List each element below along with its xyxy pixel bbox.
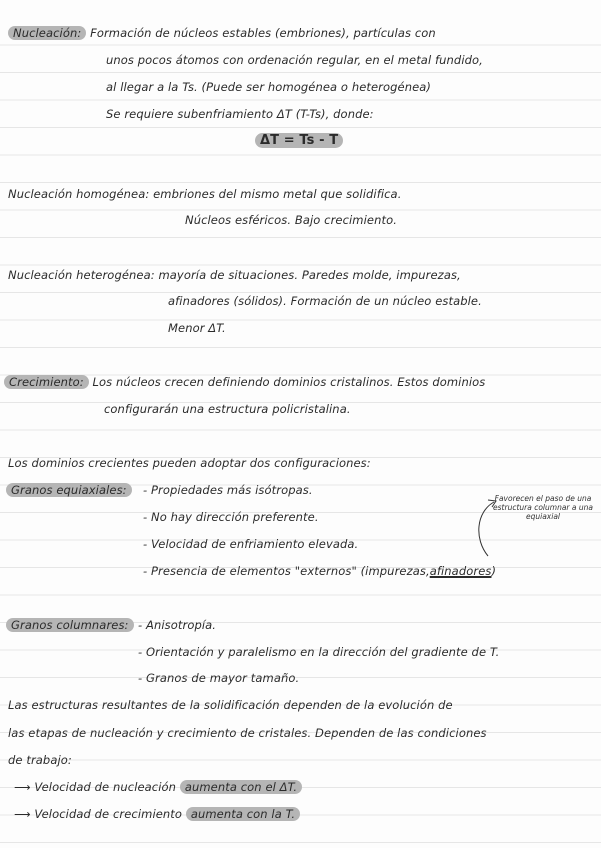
equiaxiales-item-3: - Velocidad de enfriamiento elevada. — [143, 537, 359, 551]
nucleacion-text-1: Formación de núcleos estables (embriones), partículas con — [90, 26, 436, 40]
columnares-label: Granos columnares: — [6, 618, 134, 632]
equiaxiales-item-1: - Propiedades más isótropas. — [143, 483, 313, 497]
columnares-item-3: - Granos de mayor tamaño. — [138, 671, 300, 685]
homogenea-text-1: embriones del mismo metal que solidifica. — [153, 187, 402, 201]
heterogenea-text-3: Menor ΔT. — [168, 321, 226, 335]
heterogenea-text-2: afinadores (sólidos). Formación de un núcleo estable. — [168, 294, 482, 308]
homogenea-text-2: Núcleos esféricos. Bajo crecimiento. — [185, 213, 397, 227]
velocidad-nucleacion-line — [14, 779, 302, 795]
conclusion-line-1: Las estructuras resultantes de la solidificación dependen de la evolución de — [8, 698, 453, 712]
equiaxiales-note: Favorecen el paso de una estructura columnar a una equiaxial — [493, 494, 593, 521]
heterogenea-text-1: mayoría de situaciones. Paredes molde, impurezas, — [158, 268, 461, 282]
nucleacion-line-1 — [8, 25, 436, 41]
afinadores-underlined: afinadores — [429, 564, 492, 578]
equiaxiales-item-4: - Presencia de elementos "externos" (impurezas, — [143, 564, 430, 578]
nucleacion-label: Nucleación: — [8, 26, 86, 40]
equiaxiales-item-4-line — [143, 563, 496, 579]
columnares-item-1: - Anisotropía. — [138, 618, 217, 632]
equiaxiales-item-4-close: ) — [491, 564, 497, 578]
heterogenea-label: Nucleación heterogénea: — [8, 268, 155, 282]
formula: ΔT = Ts - T — [255, 133, 343, 148]
crecimiento-text-1: Los núcleos crecen definiendo dominios cristalinos. Estos dominios — [92, 375, 486, 389]
note-arrow-icon — [466, 494, 506, 564]
crecimiento-line-1 — [4, 374, 485, 390]
velocidad-crecimiento-line — [14, 806, 300, 822]
heterogenea-line-1 — [8, 267, 461, 283]
crecimiento-text-2: configurarán una estructura policristalina. — [104, 402, 351, 416]
crecimiento-label: Crecimiento: — [4, 375, 89, 389]
velocidad-nucleacion-text: ⟶ Velocidad de nucleación — [14, 780, 177, 794]
equiaxiales-item-2: - No hay dirección preferente. — [143, 510, 319, 524]
conclusion-line-2: las etapas de nucleación y crecimiento de cristales. Dependen de las condiciones — [8, 726, 487, 740]
homogenea-line-1 — [8, 186, 401, 202]
equiaxiales-label-line — [6, 482, 132, 498]
conclusion-line-3: de trabajo: — [8, 753, 72, 767]
dominios-intro: Los dominios crecientes pueden adoptar dos configuraciones: — [8, 456, 371, 470]
columnares-item-2: - Orientación y paralelismo en la dirección del gradiente de T. — [138, 645, 500, 659]
formula-line — [255, 132, 343, 149]
velocidad-crecimiento-highlight: aumenta con la T. — [186, 807, 300, 821]
columnares-label-line — [6, 617, 134, 633]
nucleacion-text-2: unos pocos átomos con ordenación regular, en el metal fundido, — [106, 53, 483, 67]
homogenea-label: Nucleación homogénea: — [8, 187, 150, 201]
nucleacion-text-3: al llegar a la Ts. (Puede ser homogénea o heterogénea) — [106, 80, 432, 94]
equiaxiales-label: Granos equiaxiales: — [6, 483, 132, 497]
velocidad-nucleacion-highlight: aumenta con el ΔT. — [180, 780, 302, 794]
velocidad-crecimiento-text: ⟶ Velocidad de crecimiento — [14, 807, 183, 821]
nucleacion-text-4: Se requiere subenfriamiento ΔT (T-Ts), donde: — [106, 107, 374, 121]
